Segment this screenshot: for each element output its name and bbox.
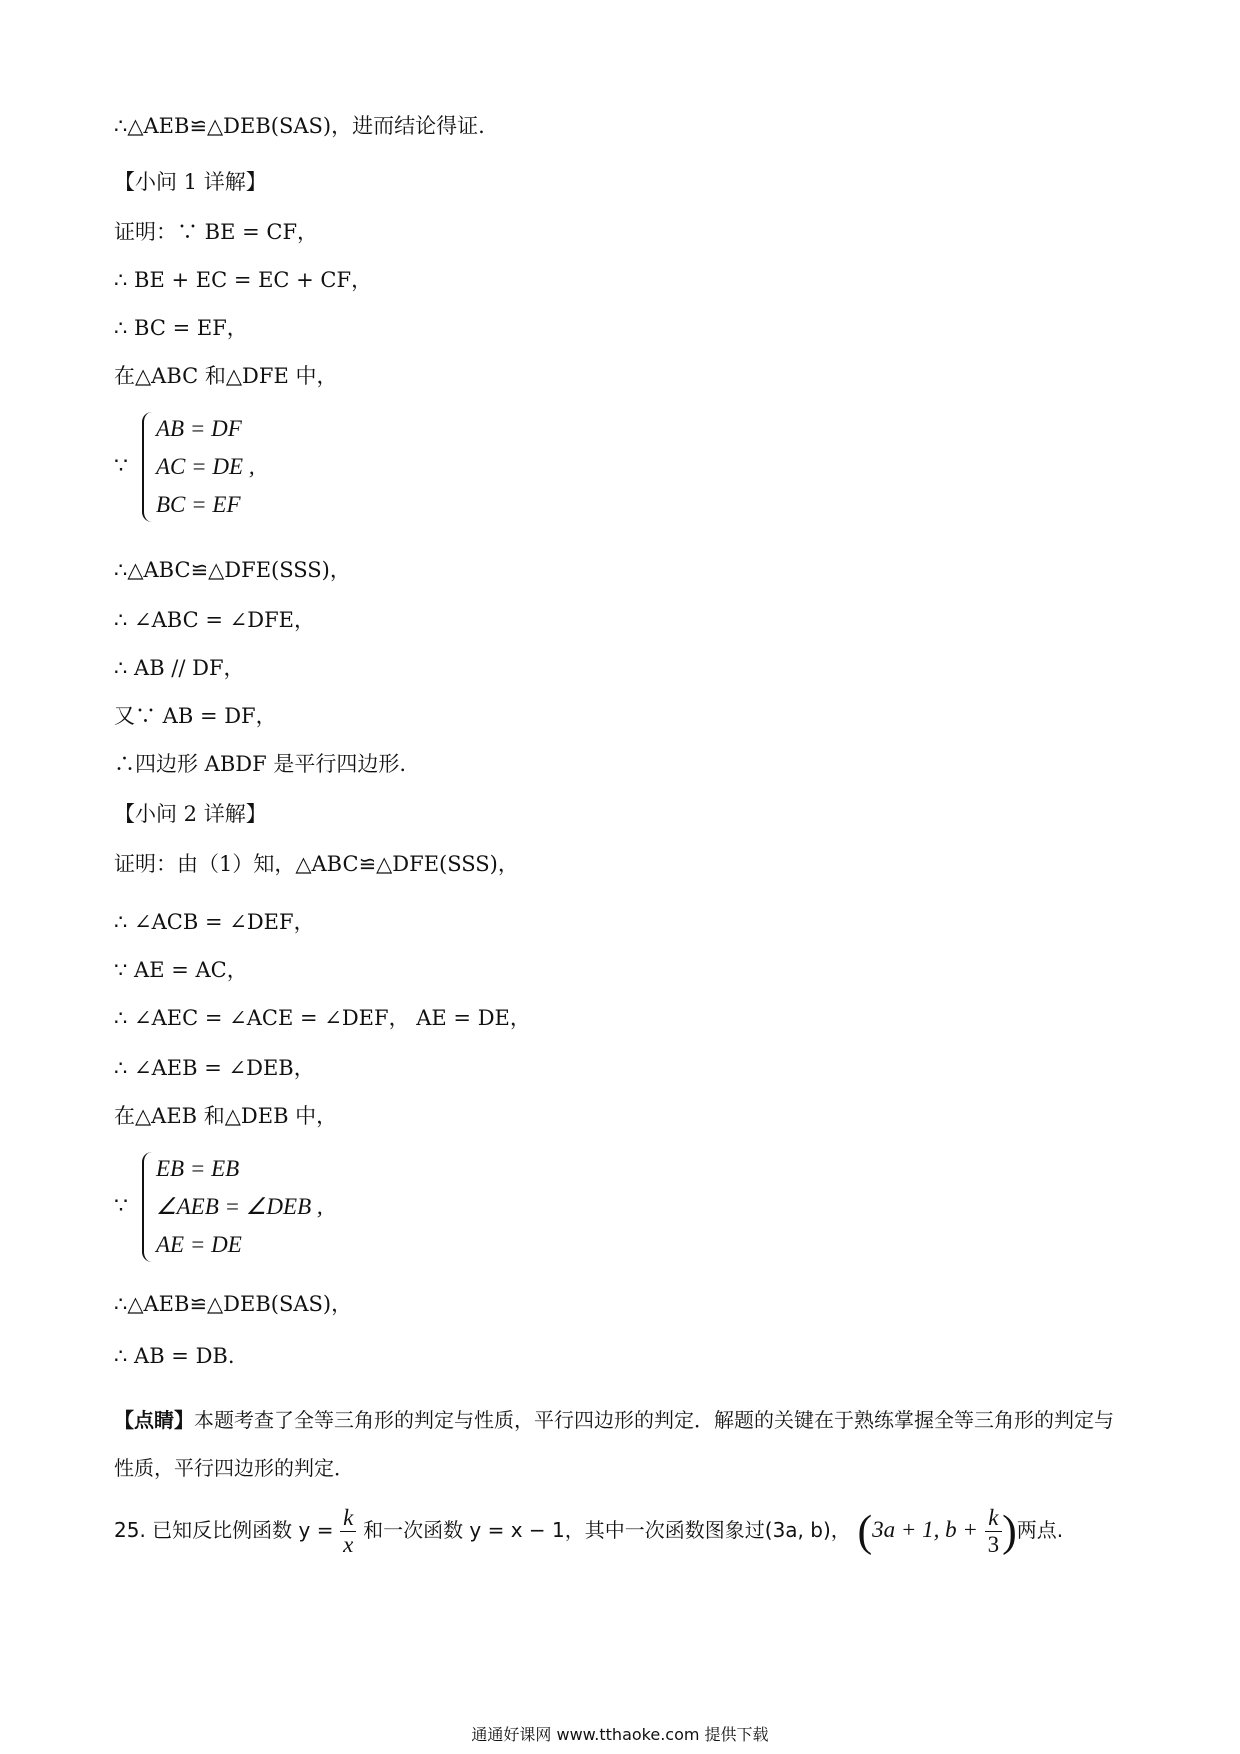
q25-suffix: 两点. [1016,1518,1064,1542]
q25-prefix: 25. 已知反比例函数 y = [114,1518,334,1542]
solution-line: 【小问 1 详解】 [114,170,267,194]
fraction-k-over-x [340,1505,356,1558]
system-row: AB = DF [156,416,242,441]
solution-line: ∴△AEB≌△DEB(SAS)， [114,1292,353,1316]
solution-line: ∴ AB = DB. [114,1344,235,1368]
fraction-denominator: 3 [987,1532,1000,1557]
solution-line: ∴ AB // DF， [114,656,245,680]
fraction-denominator: x [343,1532,354,1557]
solution-line: ∴ ∠ACB = ∠DEF， [114,910,315,934]
solution-line: ∴ ∠AEC = ∠ACE = ∠DEF， AE = DE， [114,1006,531,1030]
solution-line: ∴ ∠AEB = ∠DEB， [114,1056,315,1080]
solution-line: 又∵ AB = DF， [114,704,277,728]
fraction-numerator: k [985,1505,1003,1532]
q25-middle: 和一次函数 y = x − 1，其中一次函数图象过(3a, b)， [363,1518,851,1542]
system-row: AC = DE , [156,454,255,479]
system-rows [156,1150,323,1264]
system-row: ∠AEB = ∠DEB , [156,1194,323,1219]
question-25 [114,1500,1063,1562]
solution-line: ∴ BC = EF， [114,316,248,340]
solution-line: ∴△AEB≌△DEB(SAS)，进而结论得证. [114,114,485,138]
fraction-k-over-3 [985,1505,1003,1558]
solution-line: ∴ BE + EC = EC + CF， [114,268,373,292]
system-row: AE = DE [156,1232,242,1257]
because-symbol: ∵ [114,1194,128,1219]
right-paren: ) [1002,1506,1017,1556]
solution-line: 证明：∵ BE = CF， [114,220,319,244]
point2-left: 3a + 1, b + [872,1517,978,1542]
solution-line: 在△AEB 和△DEB 中， [114,1104,338,1128]
solution-line: ∵ AE = AC， [114,958,248,982]
left-brace [142,412,156,522]
solution-line: ∴ ∠ABC = ∠DFE， [114,608,315,632]
note-label: 【点睛】 [114,1408,194,1432]
key-point-note [114,1396,1124,1492]
fraction-numerator: k [340,1505,356,1532]
solution-line: 在△ABC 和△DFE 中， [114,364,338,388]
because-symbol: ∵ [114,454,128,479]
solution-line: ∴△ABC≌△DFE(SSS)， [114,558,351,582]
system-rows [156,410,255,524]
system-row: EB = EB [156,1156,240,1181]
page-footer: 通通好课网 www.tthaoke.com 提供下载 [471,1725,769,1744]
solution-line: 【小问 2 详解】 [114,802,267,826]
solution-line: 证明：由（1）知，△ABC≌△DFE(SSS)， [114,852,519,876]
left-brace [142,1152,156,1262]
solution-line: ∴四边形 ABDF 是平行四边形. [114,752,407,776]
left-paren: ( [857,1506,873,1556]
system-row: BC = EF [156,492,241,517]
note-text: 本题考查了全等三角形的判定与性质，平行四边形的判定．解题的关键在于熟练掌握全等三角形的判定与性质，平行四边形的判定． [114,1408,1114,1480]
